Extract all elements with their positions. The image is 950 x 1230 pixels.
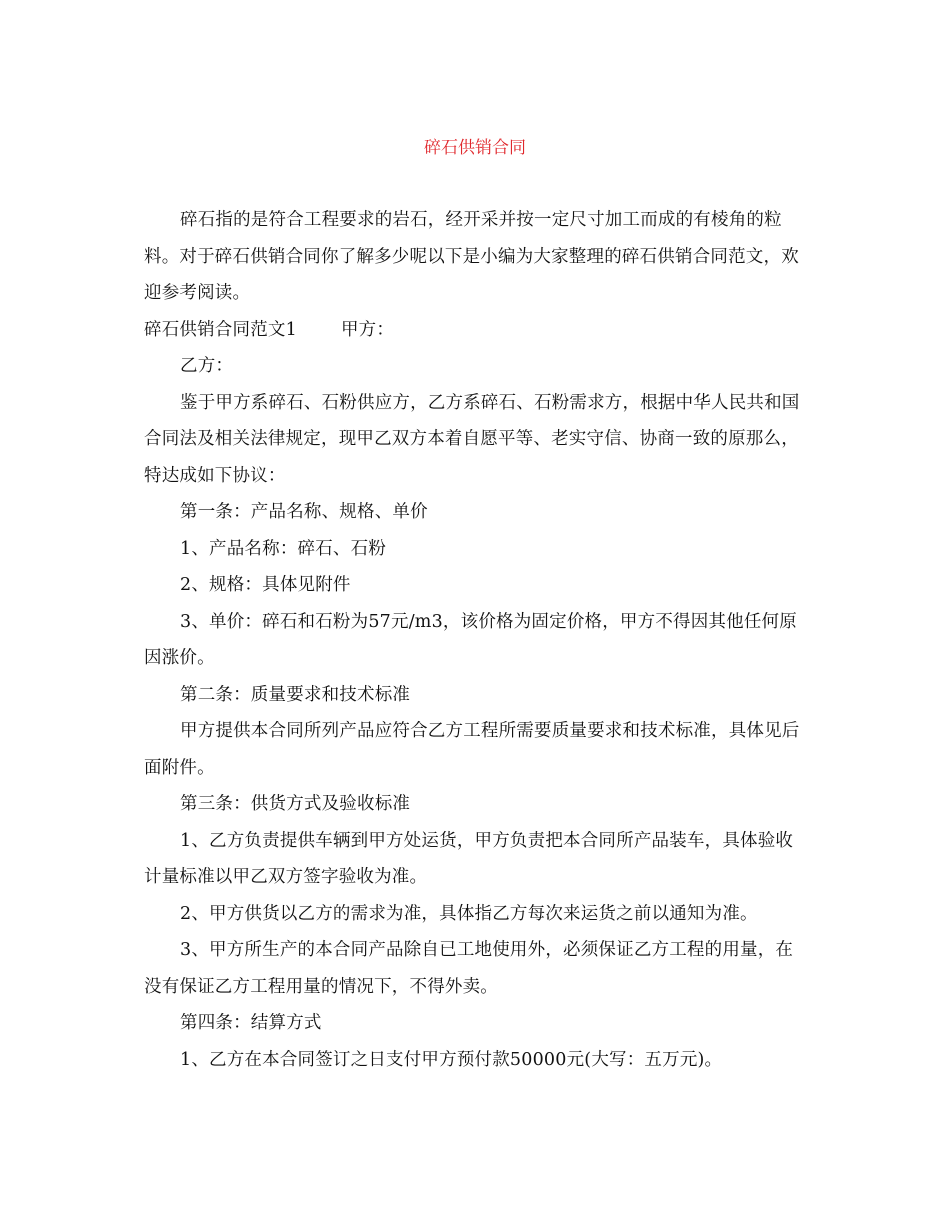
party-b-label: 乙方：	[180, 356, 234, 376]
article-3-title: 第三条：供货方式及验收标准	[180, 794, 411, 814]
article-3-item-2: 2、甲方供货以乙方的需求为准，具体指乙方每次来运货之前以通知为准。	[180, 903, 758, 924]
sample-heading-line	[144, 312, 808, 349]
document-title: 碎石供销合同	[424, 138, 526, 158]
article-1-item-1: 1、产品名称：碎石、石粉	[180, 538, 387, 559]
article-2-text: 甲方提供本合同所列产品应符合乙方工程所需要质量要求和技术标准，具体见后面附件。	[144, 721, 800, 778]
article-2-title: 第二条：质量要求和技术标准	[180, 684, 411, 705]
article-1-title: 第一条：产品名称、规格、单价	[180, 502, 428, 522]
party-a-label: 甲方：	[340, 319, 395, 340]
article-3-item-1: 1、乙方负责提供车辆到甲方处运货，甲方负责把本合同所产品装车，具体验收计量标准以甲乙双方签字验收为准。	[144, 830, 794, 887]
document-body	[144, 202, 808, 1078]
article-4-title: 第四条：结算方式	[180, 1013, 322, 1033]
article-1-item-2: 2、规格：具体见附件	[180, 575, 351, 595]
article-3-item-3: 3、甲方所生产的本合同产品除自已工地使用外，必须保证乙方工程的用量，在没有保证乙方工程用量的情况下，不得外卖。	[144, 940, 794, 997]
sample-heading: 碎石供销合同范文1	[144, 319, 297, 340]
preamble-paragraph: 鉴于甲方系碎石、石粉供应方，乙方系碎石、石粉需求方，根据中华人民共和国合同法及相关法律规定，现甲乙双方本着自愿平等、老实守信、协商一致的原那么，特达成如下协议：	[144, 392, 800, 486]
intro-paragraph: 碎石指的是符合工程要求的岩石，经开采并按一定尺寸加工而成的有棱角的粒料。对于碎石供销合同你了解多少呢以下是小编为大家整理的碎石供销合同范文，欢迎参考阅读。	[144, 210, 799, 303]
article-1-item-3: 3、单价：碎石和石粉为57元/m3，该价格为固定价格，甲方不得因其他任何原因涨价。	[144, 611, 797, 668]
article-4-item-1: 1、乙方在本合同签订之日支付甲方预付款50000元(大写：五万元)。	[180, 1049, 723, 1070]
